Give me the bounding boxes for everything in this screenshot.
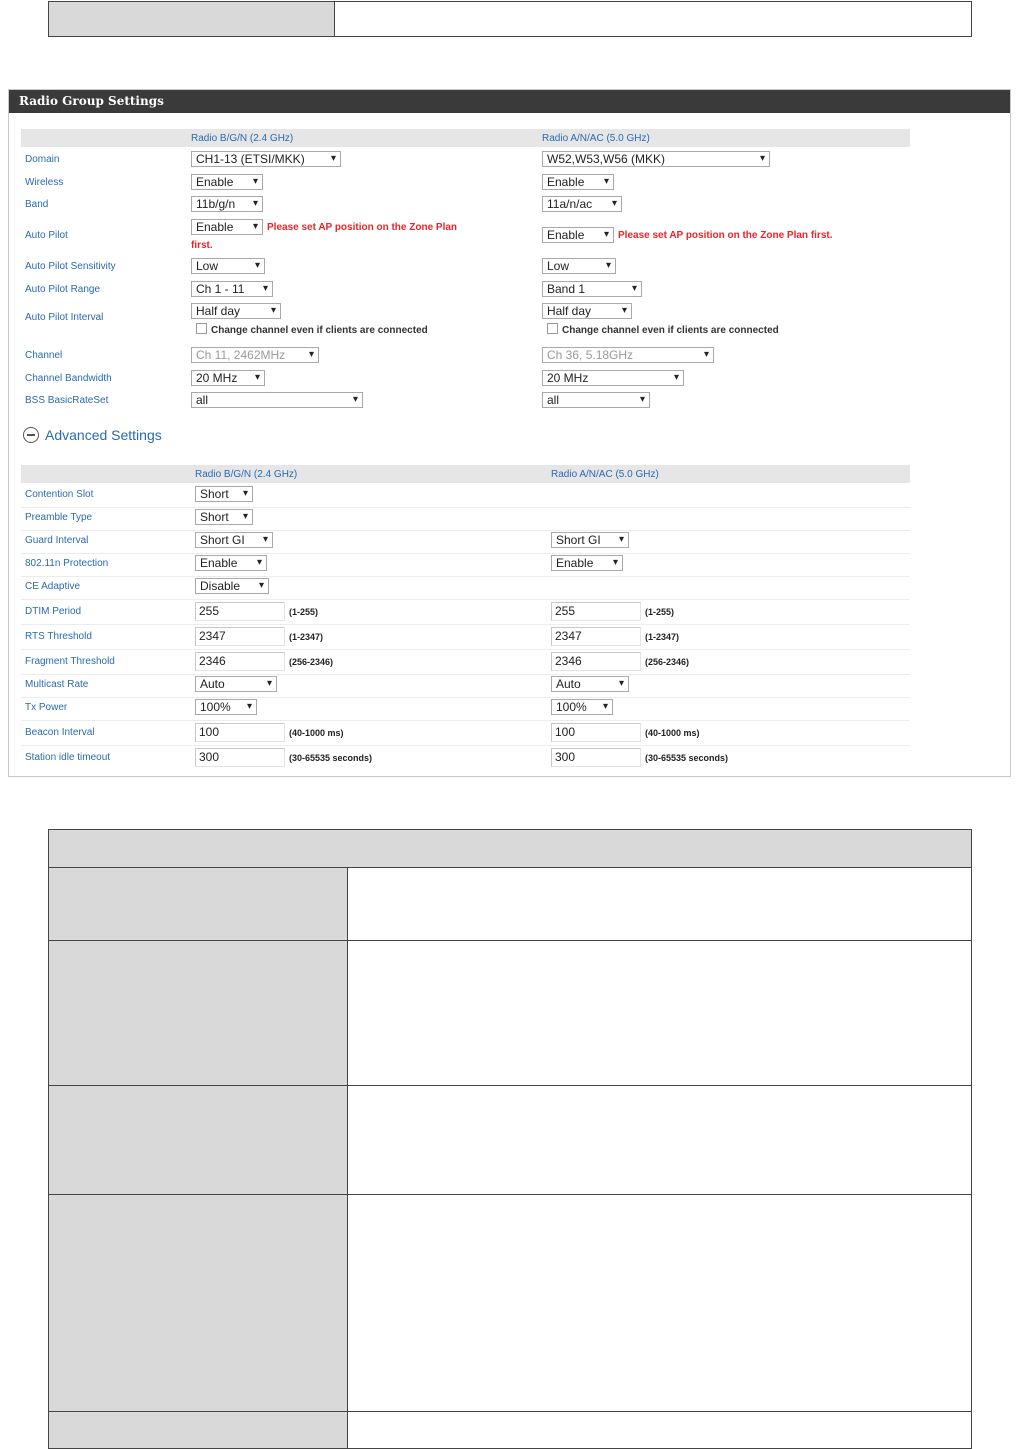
doc-table-value-cell [348,1195,971,1411]
label-rts-threshold: RTS Threshold [25,631,92,642]
contention-slot-select-24[interactable]: Short ▾ [195,486,253,502]
advanced-settings-toggle[interactable] [23,427,162,443]
doc-table-row [49,1412,971,1448]
label-station-idle-timeout: Station idle timeout [25,752,111,763]
label-range: Auto Pilot Range [25,284,101,295]
protection-select-5[interactable]: Enable ▾ [551,555,623,571]
label-guard-interval: Guard Interval [25,535,89,546]
col-header-24ghz: Radio B/G/N (2.4 GHz) [191,133,294,144]
preamble-type-select-24[interactable]: Short ▾ [195,509,253,525]
row-preamble-type [21,508,910,530]
basic-header-row [21,129,910,147]
doc-table-label-cell [49,1195,348,1411]
label-wireless: Wireless [25,177,64,188]
label-preamble-type: Preamble Type [25,512,93,523]
row-bss [21,391,910,413]
row-ce-adaptive [21,577,910,599]
idle-timeout-hint-24: (30-65535 seconds) [289,753,373,763]
auto-pilot-warning-24-line1: Please set AP position on the Zone Plan [267,222,458,233]
doc-table-value-cell [348,1412,971,1448]
label-contention-slot: Contention Slot [25,489,94,500]
channel-select-24[interactable]: Ch 11, 2462MHz ▾ [191,347,319,363]
label-ce-adaptive: CE Adaptive [25,581,81,592]
row-guard-interval [21,531,910,553]
change-channel-label-24: Change channel even if clients are connected [211,325,428,336]
idle-timeout-input-24[interactable]: 300 [195,748,285,767]
fragment-hint-24: (256-2346) [289,657,334,667]
row-rts-threshold [21,625,910,649]
tx-power-select-5[interactable]: 100% ▾ [551,699,613,715]
range-select-24[interactable]: Ch 1 - 11 ▾ [191,281,273,297]
row-dtim-period [21,600,910,624]
idle-timeout-input-5[interactable]: 300 [551,748,641,767]
dtim-hint-5: (1-255) [645,607,675,617]
row-tx-power [21,698,910,720]
rts-hint-24: (1-2347) [289,632,324,642]
change-channel-label-5: Change channel even if clients are connected [562,325,779,336]
bandwidth-select-24[interactable]: 20 MHz ▾ [191,370,265,386]
change-channel-checkbox-5[interactable] [547,323,779,336]
row-domain [21,150,910,172]
wireless-select-5[interactable]: Enable ▾ [542,174,614,190]
rts-input-24[interactable]: 2347 [195,627,285,646]
band-select-5[interactable]: 11a/n/ac ▾ [542,196,622,212]
row-channel [21,346,910,368]
ce-adaptive-select-24[interactable]: Disable ▾ [195,578,269,594]
bss-select-24[interactable]: all ▾ [191,392,363,408]
range-select-5[interactable]: Band 1 ▾ [542,281,642,297]
beacon-input-24[interactable]: 100 [195,723,285,742]
label-tx-power: Tx Power [25,702,68,713]
label-sensitivity: Auto Pilot Sensitivity [25,261,116,272]
row-auto-pilot [21,218,910,254]
doc-table-top-value-cell [335,2,971,36]
auto-pilot-select-24[interactable]: Enable ▾ [191,219,263,235]
doc-table-top-label-cell [49,2,335,36]
domain-select-24[interactable]: CH1-13 (ETSI/MKK) ▾ [191,151,341,167]
advanced-header-row [21,465,910,483]
label-domain: Domain [25,154,60,165]
doc-table-row [49,941,971,1086]
row-station-idle-timeout [21,746,910,770]
interval-select-24[interactable]: Half day ▾ [191,303,281,319]
row-contention-slot [21,485,910,507]
label-fragment-threshold: Fragment Threshold [25,656,115,667]
sensitivity-select-5[interactable]: Low ▾ [542,258,616,274]
doc-table-label-cell [49,941,348,1085]
label-band: Band [25,199,49,210]
rts-input-5[interactable]: 2347 [551,627,641,646]
dtim-input-24[interactable]: 255 [195,602,285,621]
change-channel-checkbox-24[interactable] [196,323,428,336]
domain-select-5[interactable]: W52,W53,W56 (MKK) ▾ [542,151,770,167]
doc-table-top [48,1,972,37]
row-bandwidth [21,369,910,391]
multicast-select-5[interactable]: Auto ▾ [551,676,629,692]
guard-interval-select-24[interactable]: Short GI ▾ [195,532,273,548]
row-80211n-protection [21,554,910,576]
collapse-minus-icon [23,427,39,443]
checkbox-box-icon [196,323,207,334]
row-sensitivity [21,256,910,278]
label-dtim-period: DTIM Period [25,606,82,617]
protection-select-24[interactable]: Enable ▾ [195,555,267,571]
doc-table-row [49,1195,971,1412]
beacon-hint-5: (40-1000 ms) [645,728,700,738]
auto-pilot-select-5[interactable]: Enable ▾ [542,227,614,243]
doc-table-bottom [48,829,972,1449]
row-wireless [21,173,910,195]
label-auto-pilot: Auto Pilot [25,230,68,241]
panel-title: Radio Group Settings [9,90,1010,113]
wireless-select-24[interactable]: Enable ▾ [191,174,263,190]
channel-select-5[interactable]: Ch 36, 5.18GHz ▾ [542,347,714,363]
dtim-hint-24: (1-255) [289,607,319,617]
interval-select-5[interactable]: Half day ▾ [542,303,632,319]
row-fragment-threshold [21,650,910,674]
sensitivity-select-24[interactable]: Low ▾ [191,258,265,274]
label-bandwidth: Channel Bandwidth [25,373,112,384]
col-header-5ghz: Radio A/N/AC (5.0 GHz) [542,133,650,144]
auto-pilot-warning-5: Please set AP position on the Zone Plan first. [618,230,833,241]
doc-table-row [49,868,971,941]
auto-pilot-warning-24-line2: first. [191,240,213,251]
label-bss: BSS BasicRateSet [25,395,109,406]
fragment-hint-5: (256-2346) [645,657,690,667]
advanced-settings-label: Advanced Settings [45,427,162,443]
label-interval: Auto Pilot Interval [25,312,104,323]
row-multicast-rate [21,675,910,697]
idle-timeout-hint-5: (30-65535 seconds) [645,753,729,763]
tx-power-select-24[interactable]: 100% ▾ [195,699,257,715]
row-band [21,195,910,217]
doc-table-value-cell [348,868,971,940]
rts-hint-5: (1-2347) [645,632,680,642]
adv-col-header-24ghz: Radio B/G/N (2.4 GHz) [195,469,298,480]
bandwidth-select-5[interactable]: 20 MHz ▾ [542,370,684,386]
guard-interval-select-5[interactable]: Short GI ▾ [551,532,629,548]
multicast-select-24[interactable]: Auto ▾ [195,676,277,692]
row-range [21,279,910,301]
label-multicast-rate: Multicast Rate [25,679,89,690]
row-interval [21,302,910,338]
beacon-hint-24: (40-1000 ms) [289,728,344,738]
beacon-input-5[interactable]: 100 [551,723,641,742]
label-80211n-protection: 802.11n Protection [25,558,109,569]
doc-table-header [49,830,971,868]
fragment-input-24[interactable]: 2346 [195,652,285,671]
bss-select-5[interactable]: all ▾ [542,392,650,408]
row-beacon-interval [21,721,910,745]
doc-table-label-cell [49,868,348,940]
radio-group-settings-panel [8,89,1011,777]
fragment-input-5[interactable]: 2346 [551,652,641,671]
dtim-input-5[interactable]: 255 [551,602,641,621]
label-channel: Channel [25,350,63,361]
doc-table-label-cell [49,1086,348,1194]
adv-col-header-5ghz: Radio A/N/AC (5.0 GHz) [551,469,659,480]
label-beacon-interval: Beacon Interval [25,727,95,738]
doc-table-value-cell [348,941,971,1085]
doc-table-row [49,1086,971,1195]
doc-table-label-cell [49,1412,348,1448]
band-select-24[interactable]: 11b/g/n ▾ [191,196,263,212]
doc-table-value-cell [348,1086,971,1194]
checkbox-box-icon [547,323,558,334]
